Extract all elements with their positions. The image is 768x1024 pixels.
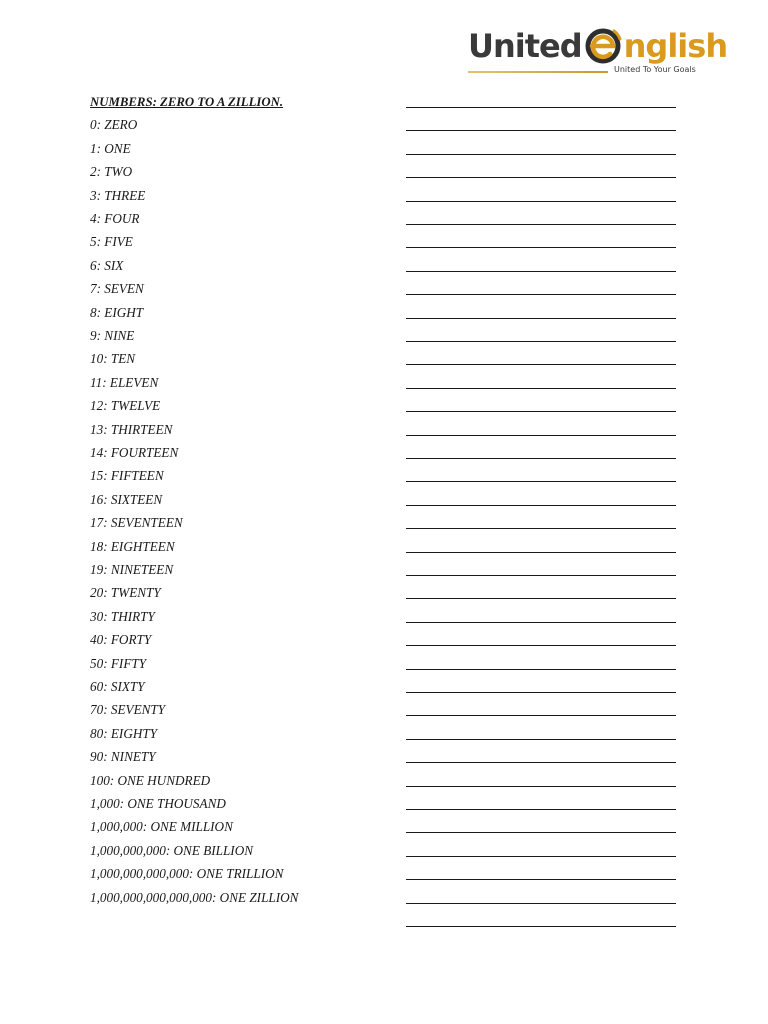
worksheet-row: [90, 539, 690, 562]
answer-blank-line[interactable]: [406, 224, 676, 225]
number-label: 30: THIRTY: [90, 608, 155, 624]
worksheet-title: NUMBERS: ZERO TO A ZILLION.: [90, 95, 284, 109]
answer-blank-line[interactable]: [406, 832, 676, 833]
worksheet-row: [90, 656, 690, 679]
number-label: 11: ELEVEN: [90, 374, 159, 390]
answer-blank-line[interactable]: [406, 481, 676, 482]
logo-underline: [468, 71, 608, 73]
number-label: 3: THREE: [90, 187, 146, 203]
number-label: 6: SIX: [90, 257, 124, 273]
worksheet-row: [90, 796, 690, 819]
worksheet-row: [90, 562, 690, 585]
answer-blank-line[interactable]: [406, 458, 676, 459]
worksheet-row: [90, 585, 690, 608]
number-label: 2: TWO: [90, 164, 133, 180]
worksheet-row: [90, 773, 690, 796]
worksheet-row: [90, 445, 690, 468]
answer-blank-line[interactable]: [406, 739, 676, 740]
worksheet-title-row: [90, 94, 690, 117]
number-label: 50: FIFTY: [90, 655, 147, 671]
worksheet-row: [90, 281, 690, 304]
answer-blank-line[interactable]: [406, 294, 676, 295]
answer-blank-line[interactable]: [406, 201, 676, 202]
worksheet-row: [90, 468, 690, 491]
answer-blank-line[interactable]: [406, 247, 676, 248]
worksheet-row: [90, 117, 690, 140]
worksheet-row: [90, 702, 690, 725]
answer-blank-line[interactable]: [406, 856, 676, 857]
number-label: 17: SEVENTEEN: [90, 515, 183, 531]
worksheet-row: [90, 164, 690, 187]
answer-blank-line[interactable]: [406, 177, 676, 178]
number-label: 14: FOURTEEN: [90, 445, 179, 460]
worksheet-row: [90, 749, 690, 772]
number-label: 60: SIXTY: [90, 679, 145, 694]
worksheet-row: [90, 422, 690, 445]
number-label: 13: THIRTEEN: [90, 421, 173, 437]
answer-blank-line[interactable]: [406, 130, 676, 131]
worksheet-row: [90, 866, 690, 889]
answer-blank-line[interactable]: [406, 411, 676, 412]
answer-blank-line[interactable]: [406, 879, 676, 880]
answer-blank-line[interactable]: [406, 926, 676, 927]
logo-united-text: United: [468, 27, 582, 65]
answer-blank-line[interactable]: [406, 107, 676, 108]
answer-blank-line[interactable]: [406, 786, 676, 787]
number-label: 5: FIVE: [90, 234, 133, 250]
number-label: 1: ONE: [90, 140, 131, 156]
worksheet-row: [90, 258, 690, 281]
logo-e-icon: [583, 25, 623, 65]
worksheet-row: [90, 515, 690, 538]
answer-blank-line[interactable]: [406, 364, 676, 365]
number-label: 70: SEVENTY: [90, 702, 166, 718]
worksheet-row: [90, 188, 690, 211]
united-english-logo: [468, 24, 728, 80]
worksheet-row: [90, 141, 690, 164]
worksheet-row: [90, 843, 690, 866]
number-label: 0: ZERO: [90, 117, 138, 133]
number-label: 16: SIXTEEN: [90, 491, 163, 507]
answer-blank-line[interactable]: [406, 505, 676, 506]
worksheet-row: [90, 351, 690, 374]
number-label: 1,000,000,000,000: ONE TRILLION: [90, 866, 284, 882]
number-label: 90: NINETY: [90, 749, 156, 765]
answer-blank-line[interactable]: [406, 575, 676, 576]
worksheet-row: [90, 890, 690, 913]
worksheet-row: [90, 819, 690, 842]
worksheet-row: [90, 398, 690, 421]
answer-blank-line[interactable]: [406, 715, 676, 716]
worksheet-row: [90, 375, 690, 398]
number-label: 18: EIGHTEEN: [90, 538, 175, 554]
answer-blank-line[interactable]: [406, 435, 676, 436]
worksheet-row: [90, 492, 690, 515]
worksheet-row: [90, 726, 690, 749]
answer-blank-line[interactable]: [406, 762, 676, 763]
answer-blank-line[interactable]: [406, 903, 676, 904]
number-label: 9: NINE: [90, 328, 135, 343]
logo-english-text: nglish: [623, 27, 728, 65]
number-label: 1,000,000: ONE MILLION: [90, 819, 233, 835]
worksheet-row: [90, 234, 690, 257]
answer-blank-line[interactable]: [406, 388, 676, 389]
worksheet-row: [90, 211, 690, 234]
logo-wordmark: [468, 24, 727, 68]
number-label: 80: EIGHTY: [90, 725, 158, 741]
answer-blank-line[interactable]: [406, 528, 676, 529]
number-label: 1,000,000,000,000,000: ONE ZILLION: [90, 889, 299, 905]
number-label: 15: FIFTEEN: [90, 468, 164, 484]
number-label: 4: FOUR: [90, 211, 140, 226]
number-label: 12: TWELVE: [90, 398, 161, 414]
answer-blank-line[interactable]: [406, 692, 676, 693]
worksheet-row: [90, 632, 690, 655]
number-label: 20: TWENTY: [90, 585, 161, 601]
number-label: 7: SEVEN: [90, 281, 144, 297]
number-label: 8: EIGHT: [90, 304, 144, 320]
answer-blank-line[interactable]: [406, 552, 676, 553]
answer-blank-line[interactable]: [406, 598, 676, 599]
answer-blank-line[interactable]: [406, 318, 676, 319]
answer-blank-line[interactable]: [406, 669, 676, 670]
number-label: 1,000,000,000: ONE BILLION: [90, 842, 254, 858]
number-label: 19: NINETEEN: [90, 562, 174, 577]
answer-blank-line[interactable]: [406, 645, 676, 646]
logo-tagline: United To Your Goals: [614, 65, 696, 74]
worksheet-row: [90, 913, 690, 936]
number-label: 10: TEN: [90, 351, 136, 367]
number-label: 1,000: ONE THOUSAND: [90, 796, 226, 811]
answer-blank-line[interactable]: [406, 341, 676, 342]
answer-blank-line[interactable]: [406, 154, 676, 155]
number-label: 40: FORTY: [90, 632, 152, 648]
worksheet-row: [90, 328, 690, 351]
number-label: 100: ONE HUNDRED: [90, 772, 211, 788]
worksheet-row: [90, 305, 690, 328]
worksheet-row: [90, 679, 690, 702]
answer-blank-line[interactable]: [406, 809, 676, 810]
answer-blank-line[interactable]: [406, 622, 676, 623]
answer-blank-line[interactable]: [406, 271, 676, 272]
worksheet-row: [90, 609, 690, 632]
